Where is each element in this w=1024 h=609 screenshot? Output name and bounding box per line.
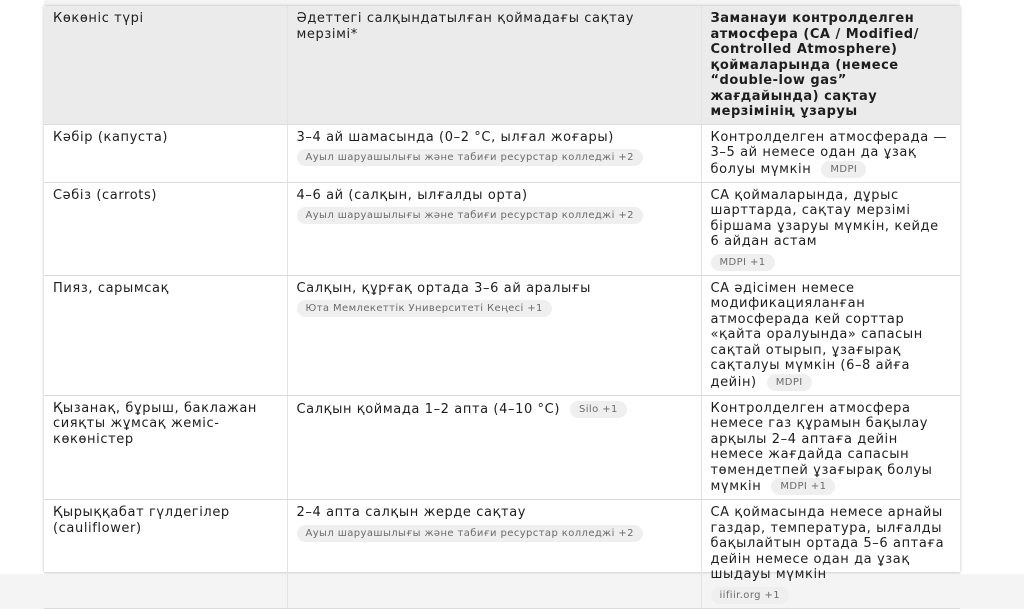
source-chip[interactable]: Ауыл шаруашылығы және табиғи ресурстар колледжі +2 [297, 207, 643, 224]
source-chip[interactable]: MDPI +1 [711, 254, 775, 271]
left-margin [0, 0, 44, 574]
ca-storage-text: СА қоймаларында, дұрыс шарттарда, сақтау мерзімі біршама ұзаруы мүмкін, кейде 6 айдан астам [710, 187, 939, 249]
cell-vegetable: Пияз, сарымсақ [44, 275, 287, 395]
table-row [44, 182, 960, 275]
source-chip[interactable]: Ауыл шаруашылығы және табиғи ресурстар колледжі +2 [297, 149, 643, 166]
normal-storage-text: 2–4 апта салқын жерде сақтау [296, 505, 527, 520]
source-chip[interactable]: MDPI [767, 374, 812, 391]
cell-ca-storage [701, 395, 960, 500]
cell-ca-storage [701, 124, 960, 182]
vegetable-storage-table [44, 6, 960, 609]
source-chip[interactable]: Ауыл шаруашылығы және табиғи ресурстар колледжі +2 [297, 525, 643, 542]
cell-ca-storage [701, 275, 960, 395]
cell-ca-storage [701, 500, 960, 609]
normal-storage-text: 4–6 ай (салқын, ылғалды орта) [296, 187, 528, 203]
table-header-row [44, 6, 960, 124]
normal-storage-text: 3–4 ай шамасында (0–2 °С, ылғал жоғары) [296, 129, 614, 145]
cell-normal-storage [287, 395, 701, 500]
cell-normal-storage [287, 275, 701, 395]
header-vegetable-type: Көкөніс түрі [44, 6, 287, 124]
cell-normal-storage [287, 124, 701, 182]
cell-ca-storage [701, 182, 960, 275]
cell-vegetable: Қырыққабат гүлдегілер (cauliflower) [44, 500, 287, 609]
source-chip[interactable]: MDPI [821, 161, 866, 178]
cell-vegetable: Қызанақ, бұрыш, баклажан сияқты жұмсақ жеміс-көкөністер [44, 395, 287, 500]
document-sheet [44, 6, 960, 601]
cell-vegetable: Сәбіз (carrots) [44, 182, 287, 275]
table-row [44, 500, 960, 609]
source-chip[interactable]: Юта Мемлекеттік Университеті Кеңесі +1 [297, 300, 552, 317]
table-row [44, 395, 960, 500]
ca-storage-text: Контролделген атмосфера немесе газ құрамын бақылау арқылы 2–4 аптаға дейін немесе жағдайда сапасын төмендетпей ұзағырақ болуы мүмкін [710, 400, 933, 494]
cell-normal-storage [287, 182, 701, 275]
header-normal-storage: Әдеттегі салқындатылған қоймадағы сақтау мерзімі* [287, 6, 701, 124]
source-chip[interactable]: MDPI +1 [771, 478, 835, 495]
source-chip[interactable]: iifiir.org +1 [711, 587, 790, 604]
table-row [44, 124, 960, 182]
cell-vegetable: Кәбір (капуста) [44, 124, 287, 182]
source-chip[interactable]: Silo +1 [570, 401, 627, 418]
header-ca-storage: Заманауи контролделген атмосфера (CA / Modified/ Controlled Atmosphere) қоймаларында (немесе “double-low gas” жағдайында) сақтау мерзімінің ұзаруы [701, 6, 960, 124]
ca-storage-text: СА әдісімен немесе модификацияланған атмосферада кей сорттар «қайта оралуында» сапасын сақтай отырып, ұзағырақ сақталуы мүмкін (6–8 айға дейін) [710, 280, 923, 390]
normal-storage-text: Салқын, құрғақ ортада 3–6 ай аралығы [296, 280, 592, 296]
ca-storage-text: Контролделген атмосферада — 3–5 ай немесе одан да ұзақ болуы мүмкін [710, 129, 948, 177]
ca-storage-text: СА қоймасында немесе арнайы газдар, температура, ылғалды бақылайтын ортада 5–6 аптаға дейін немесе одан да ұзақ шыдауы мүмкін [710, 505, 945, 582]
table-row [44, 275, 960, 395]
cell-normal-storage [287, 500, 701, 609]
normal-storage-text: Салқын қоймада 1–2 апта (4–10 °С) [296, 401, 560, 417]
right-margin [960, 0, 1024, 574]
